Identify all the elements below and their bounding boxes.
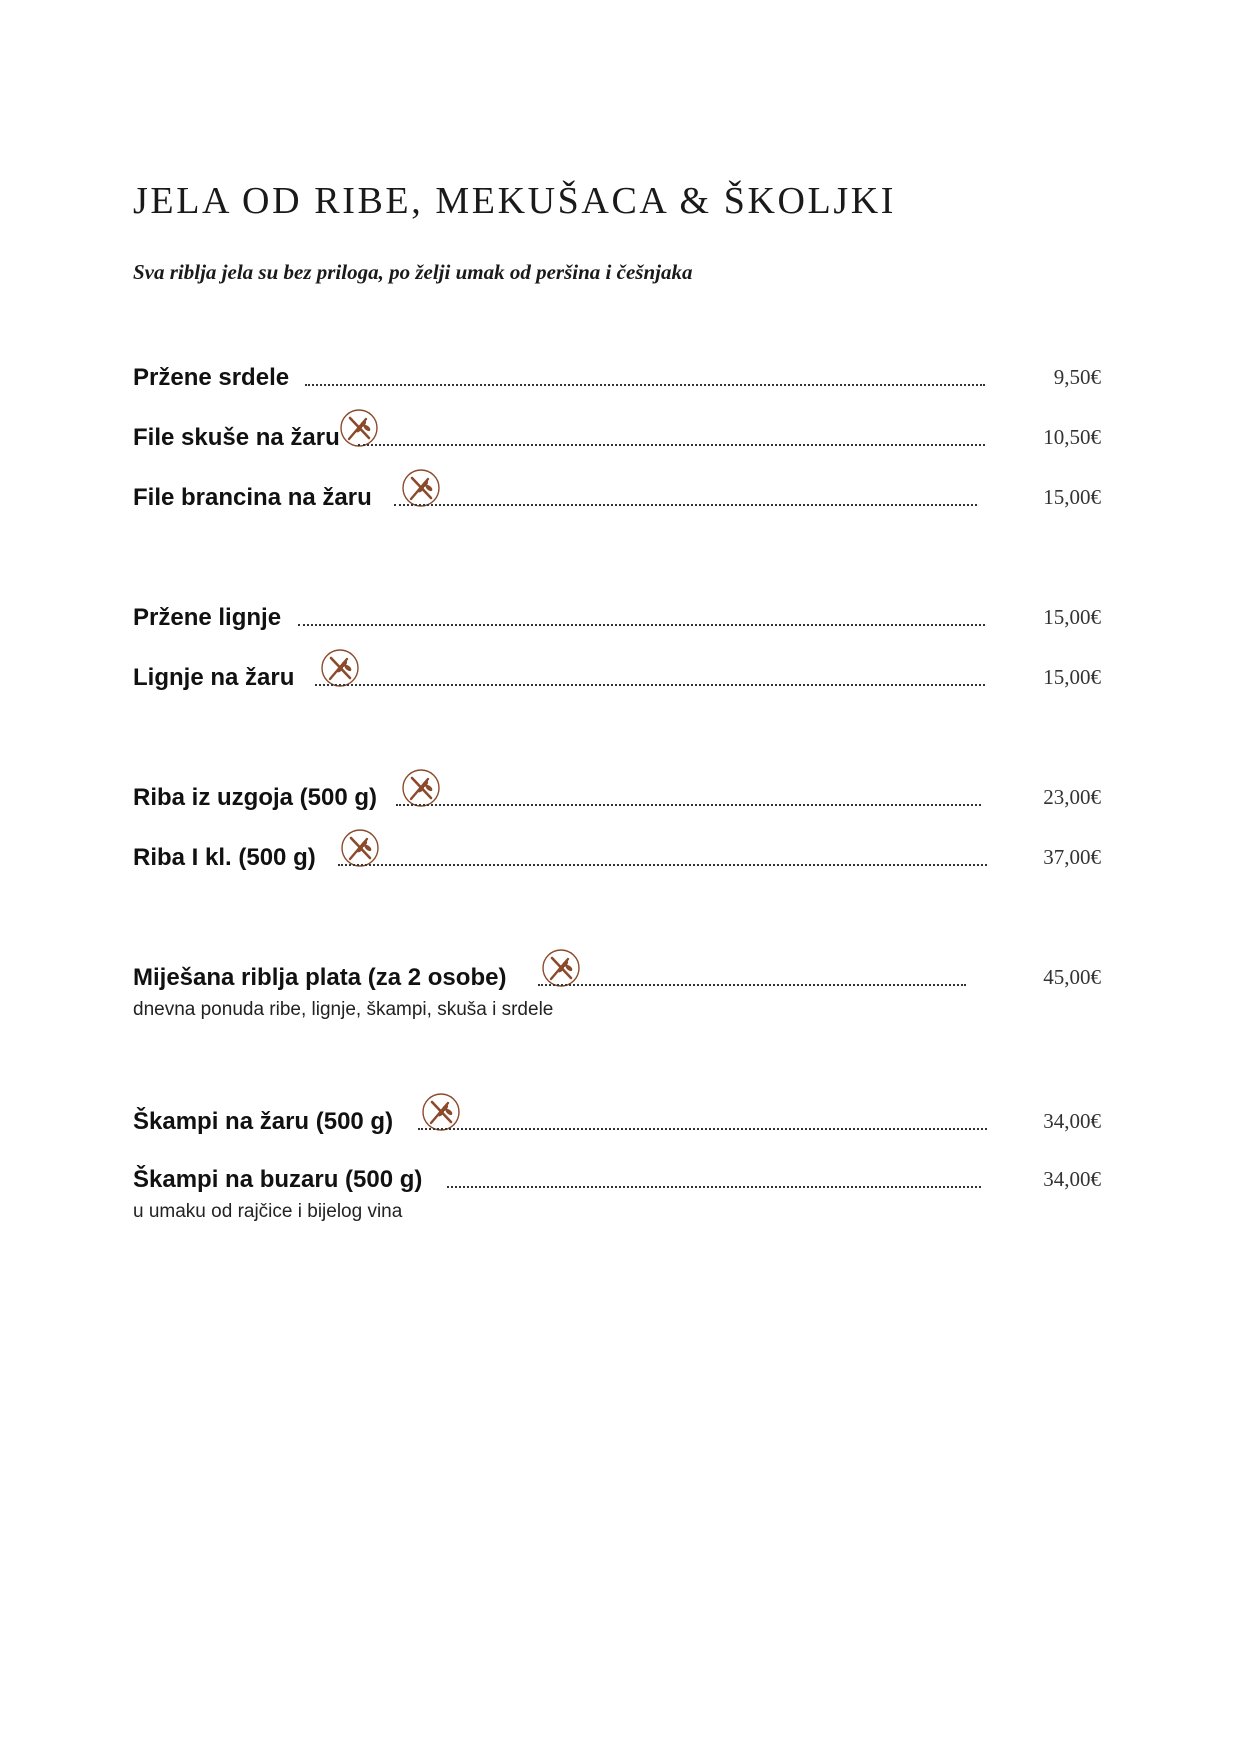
gluten-free-icon bbox=[320, 648, 360, 688]
item-price: 37,00€ bbox=[1043, 845, 1101, 869]
item-price: 15,00€ bbox=[1043, 605, 1101, 629]
menu-item bbox=[133, 358, 1101, 398]
gluten-free-icon bbox=[339, 408, 379, 448]
menu-item bbox=[133, 838, 1101, 878]
menu-item bbox=[133, 958, 1101, 1020]
item-price: 34,00€ bbox=[1043, 1109, 1101, 1133]
item-price: 23,00€ bbox=[1043, 785, 1101, 809]
item-name: Škampi na žaru (500 g) bbox=[133, 1108, 394, 1135]
menu-item bbox=[133, 598, 1101, 638]
menu-item bbox=[133, 418, 1101, 458]
item-name: Miješana riblja plata (za 2 osobe) bbox=[133, 964, 507, 991]
item-price: 34,00€ bbox=[1043, 1167, 1101, 1191]
dot-leader bbox=[358, 444, 985, 446]
menu-item bbox=[133, 478, 1101, 518]
dot-leader bbox=[298, 624, 985, 626]
item-name: Pržene lignje bbox=[133, 604, 282, 631]
item-name: File skuše na žaru bbox=[133, 424, 340, 451]
menu-item bbox=[133, 778, 1101, 818]
dot-leader bbox=[305, 384, 985, 386]
dot-leader bbox=[394, 504, 977, 506]
item-name: Pržene srdele bbox=[133, 364, 290, 391]
item-name: Lignje na žaru bbox=[133, 664, 295, 691]
item-price: 15,00€ bbox=[1043, 485, 1101, 509]
menu-item bbox=[133, 1102, 1101, 1142]
dot-leader bbox=[338, 864, 987, 866]
dot-leader bbox=[447, 1186, 981, 1188]
item-description: u umaku od rajčice i bijelog vina bbox=[133, 1201, 403, 1222]
item-name: File brancina na žaru bbox=[133, 484, 372, 511]
menu-item bbox=[133, 1160, 1101, 1222]
gluten-free-icon bbox=[541, 948, 581, 988]
item-price: 9,50€ bbox=[1053, 365, 1101, 389]
gluten-free-icon bbox=[401, 768, 441, 808]
dot-leader bbox=[418, 1128, 987, 1130]
page-title: JELA OD RIBE, MEKUŠACA & ŠKOLJKI bbox=[133, 180, 897, 222]
gluten-free-icon bbox=[401, 468, 441, 508]
item-description: dnevna ponuda ribe, lignje, škampi, skuša i srdele bbox=[133, 999, 554, 1020]
gluten-free-icon bbox=[421, 1092, 461, 1132]
dot-leader bbox=[538, 984, 966, 986]
item-price: 45,00€ bbox=[1043, 965, 1101, 989]
item-name: Riba I kl. (500 g) bbox=[133, 844, 316, 871]
dot-leader bbox=[396, 804, 981, 806]
item-price: 10,50€ bbox=[1043, 425, 1101, 449]
item-name: Škampi na buzaru (500 g) bbox=[133, 1166, 423, 1193]
menu-item bbox=[133, 658, 1101, 698]
dot-leader bbox=[315, 684, 985, 686]
item-name: Riba iz uzgoja (500 g) bbox=[133, 784, 378, 811]
item-price: 15,00€ bbox=[1043, 665, 1101, 689]
subtitle-note: Sva riblja jela su bez priloga, po želji umak od peršina i češnjaka bbox=[133, 260, 693, 284]
gluten-free-icon bbox=[340, 828, 380, 868]
